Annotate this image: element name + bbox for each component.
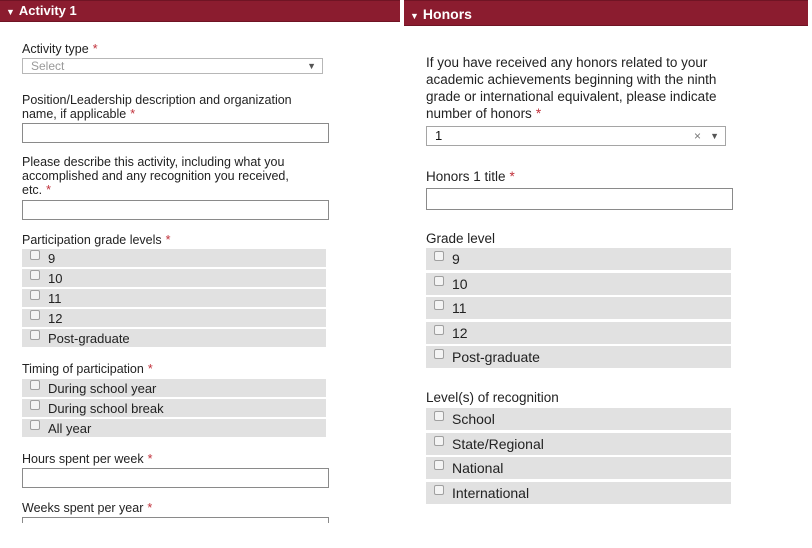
- checkbox-icon[interactable]: [30, 310, 40, 320]
- hours-label: Hours spent per week *: [22, 452, 153, 466]
- checkbox-icon[interactable]: [30, 250, 40, 260]
- activity-type-select[interactable]: [22, 58, 323, 74]
- checkbox-icon[interactable]: [434, 276, 444, 286]
- grade-option-9[interactable]: 9: [22, 249, 326, 267]
- recognition-option-national[interactable]: National: [426, 457, 731, 479]
- number-of-honors-value: 1: [435, 128, 443, 143]
- grade-level-label: Grade level: [426, 231, 496, 246]
- checkbox-icon[interactable]: [434, 485, 444, 495]
- chevron-down-icon: ▼: [307, 61, 316, 71]
- position-label: Position/Leadership description and organization name, if applicable *: [22, 93, 292, 121]
- timing-label: Timing of participation *: [22, 362, 153, 376]
- clear-icon[interactable]: ×: [693, 129, 701, 143]
- grade-option-10[interactable]: 10: [22, 269, 326, 287]
- honors-panel: [404, 0, 808, 510]
- honors-grade-option-11[interactable]: 11: [426, 297, 731, 319]
- recognition-label: Level(s) of recognition: [426, 390, 559, 405]
- recognition-option-international[interactable]: International: [426, 482, 731, 504]
- checkbox-icon[interactable]: [30, 330, 40, 340]
- activity-type-placeholder: Select: [31, 59, 65, 73]
- checkbox-icon[interactable]: [434, 436, 444, 446]
- checkbox-icon[interactable]: [30, 400, 40, 410]
- checkbox-icon[interactable]: [30, 420, 40, 430]
- honors-grade-option-post-graduate[interactable]: Post-graduate: [426, 346, 731, 368]
- honors-intro-label: If you have received any honors related to your academic achievements beginning with the ninth grade or international equivalent, please indicate number of honors *: [426, 55, 717, 121]
- hours-input[interactable]: [22, 468, 329, 488]
- number-of-honors-select[interactable]: [426, 126, 726, 146]
- activity-type-label: Activity type *: [22, 42, 98, 56]
- grade-levels-label: Participation grade levels *: [22, 233, 171, 247]
- timing-option-school-break[interactable]: During school break: [22, 399, 326, 417]
- weeks-input[interactable]: [22, 517, 329, 523]
- recognition-option-state[interactable]: State/Regional: [426, 433, 731, 455]
- weeks-label: Weeks spent per year *: [22, 501, 153, 515]
- checkbox-icon[interactable]: [434, 251, 444, 261]
- activity-header-title: Activity 1: [18, 3, 77, 18]
- recognition-option-school[interactable]: School: [426, 408, 731, 430]
- describe-input[interactable]: [22, 200, 329, 220]
- activity-header[interactable]: [0, 0, 400, 22]
- honors-grade-option-9[interactable]: 9: [426, 248, 731, 270]
- honors-title-label: Honors 1 title *: [426, 169, 515, 184]
- timing-option-school-year[interactable]: During school year: [22, 379, 326, 397]
- honors-header-title: Honors: [422, 6, 472, 22]
- checkbox-icon[interactable]: [434, 411, 444, 421]
- checkbox-icon[interactable]: [30, 290, 40, 300]
- honors-grade-option-10[interactable]: 10: [426, 273, 731, 295]
- chevron-down-icon: ▼: [710, 131, 719, 141]
- checkbox-icon[interactable]: [434, 325, 444, 335]
- honors-header[interactable]: [404, 0, 808, 26]
- honors-grade-option-12[interactable]: 12: [426, 322, 731, 344]
- collapse-triangle-icon: ▼: [6, 7, 15, 17]
- timing-option-all-year[interactable]: All year: [22, 419, 326, 437]
- grade-option-post-graduate[interactable]: Post-graduate: [22, 329, 326, 347]
- honors-title-input[interactable]: [426, 188, 733, 210]
- collapse-triangle-icon: ▼: [410, 11, 419, 21]
- grade-option-12[interactable]: 12: [22, 309, 326, 327]
- checkbox-icon[interactable]: [30, 380, 40, 390]
- checkbox-icon[interactable]: [434, 300, 444, 310]
- grade-option-11[interactable]: 11: [22, 289, 326, 307]
- checkbox-icon[interactable]: [30, 270, 40, 280]
- describe-label: Please describe this activity, including what you accomplished and any recognition you received, etc. *: [22, 155, 289, 197]
- checkbox-icon[interactable]: [434, 460, 444, 470]
- position-input[interactable]: [22, 123, 329, 143]
- activity-panel: [0, 0, 400, 520]
- checkbox-icon[interactable]: [434, 349, 444, 359]
